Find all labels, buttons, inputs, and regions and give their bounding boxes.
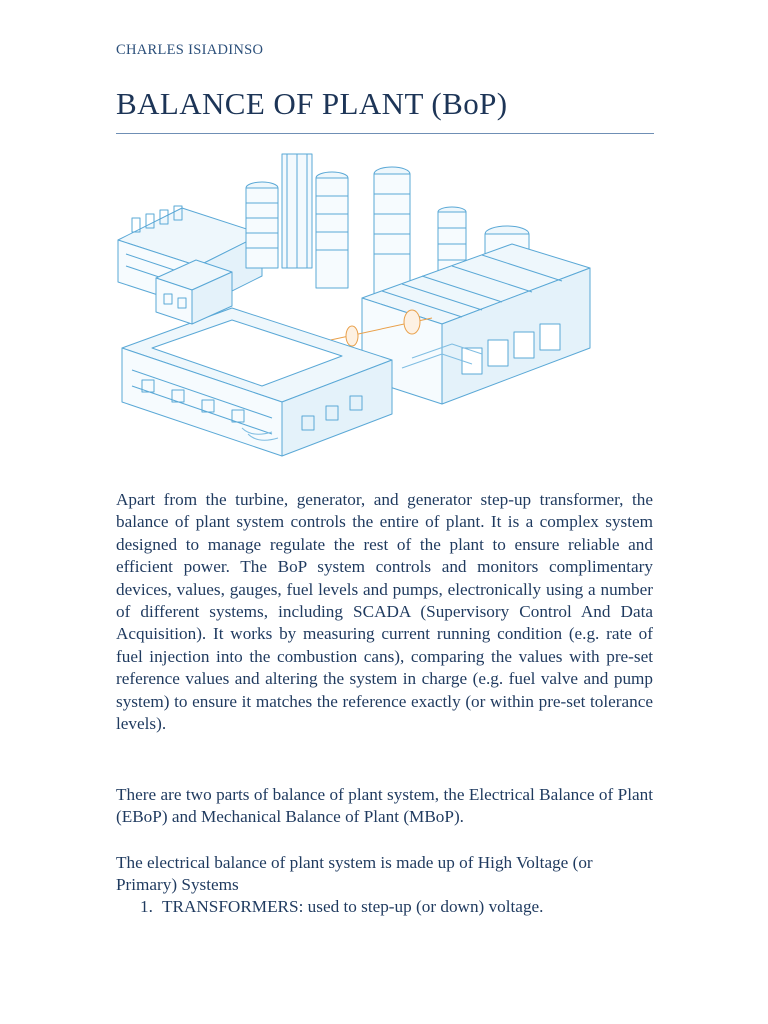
exhaust-stack	[282, 154, 312, 268]
power-plant-illustration	[112, 148, 594, 470]
ebop-components-list	[140, 896, 543, 918]
paragraph-bop-overview: Apart from the turbine, generator, and generator step-up transformer, the balance of plant system controls the entire of plant. It is a complex system designed to manage regulate the rest of the plant to ensure reliable and efficient power. The BoP system controls and monitors complimentary devices, values, gauges, fuel levels and pumps, electronically using a number of different systems, including SCADA (Supervisory Control And Data Acquisition). It works by measuring current running condition (e.g. rate of fuel injection into the combustion cans), comparing the values with pre-set reference values and altering the system in charge (e.g. fuel valve and pump system) to ensure it matches the reference exactly (or within pre-set tolerance levels).	[116, 490, 653, 734]
title-divider	[116, 133, 654, 134]
list-item	[140, 896, 543, 918]
list-item-text: TRANSFORMERS: used to step-up (or down) voltage.	[162, 897, 544, 916]
author-name: CHARLES ISIADINSO	[116, 42, 264, 58]
list-item-number: 1.	[140, 897, 153, 916]
document-title: BALANCE OF PLANT (BoP)	[116, 86, 508, 121]
paragraph-bop-parts: There are two parts of balance of plant system, the Electrical Balance of Plant (EBoP) and Mechanical Balance of Plant (MBoP).	[116, 785, 653, 827]
paragraph-ebop-intro: The electrical balance of plant system is made up of High Voltage (or Primary) Systems	[116, 853, 593, 895]
